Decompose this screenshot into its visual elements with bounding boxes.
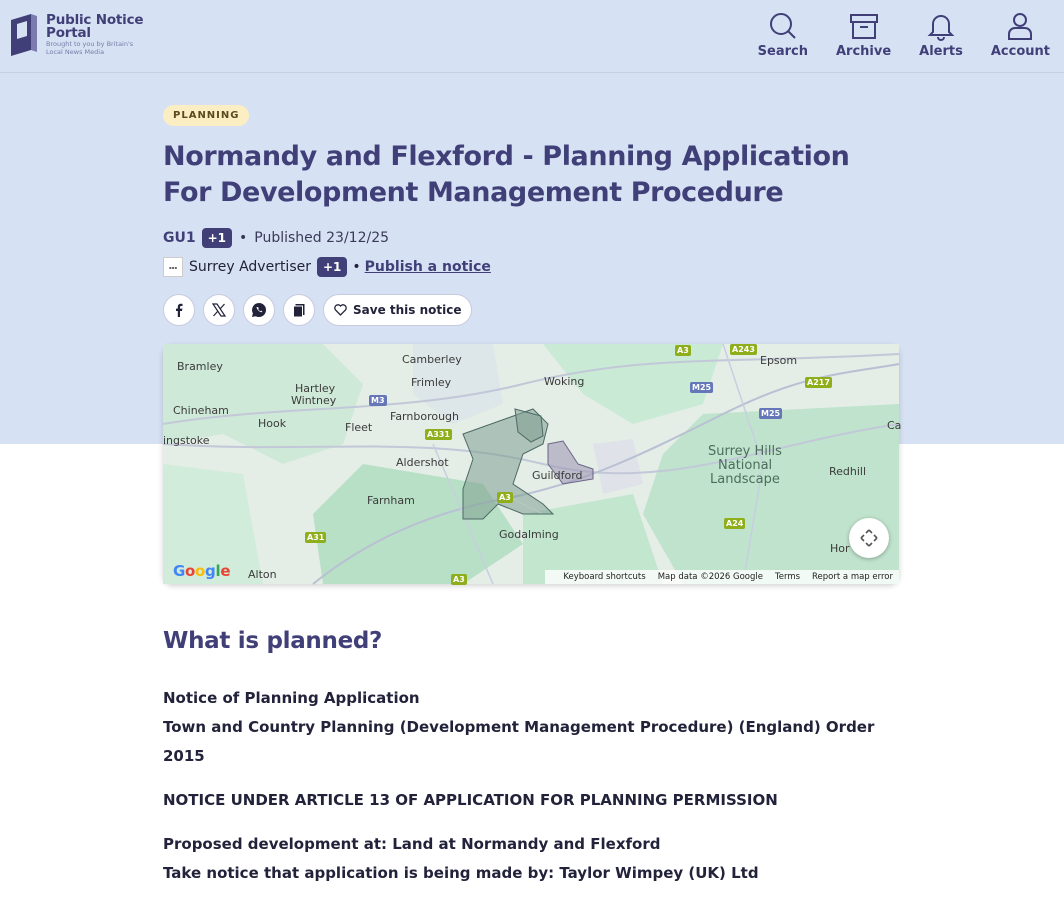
keyboard-shortcuts-link[interactable]: Keyboard shortcuts [563, 572, 646, 582]
road-m3: M3 [371, 396, 385, 405]
whatsapp-icon [251, 302, 267, 318]
map-base-tiles [163, 344, 902, 584]
map-label-godalming: Godalming [499, 528, 559, 541]
notice-header [163, 103, 899, 326]
search-icon [769, 12, 797, 40]
road-a3-top: A3 [677, 346, 689, 355]
notice-intro [163, 684, 899, 771]
main-nav [730, 12, 1050, 59]
section-heading: What is planned? [163, 628, 383, 654]
copy-link-button[interactable] [283, 294, 315, 326]
notice-line: NOTICE UNDER ARTICLE 13 OF APPLICATION FOR PLANNING PERMISSION [163, 791, 778, 809]
map-label-wintney: Wintney [291, 394, 337, 407]
page-title-line2: For Development Management Procedure [163, 177, 784, 208]
map-footer [545, 570, 899, 584]
nav-alerts[interactable] [919, 12, 963, 59]
nav-archive-label: Archive [835, 44, 892, 59]
notice-line: Proposed development at: Land at Normandy and Flexford [163, 835, 661, 853]
report-map-error-link[interactable]: Report a map error [812, 572, 893, 582]
separator-dot: • [352, 259, 361, 275]
nav-account-label: Account [990, 44, 1050, 59]
notice-line: Town and Country Planning (Development Management Procedure) (England) Order [163, 718, 875, 736]
map-label-guildford: Guildford [532, 469, 583, 482]
map-label-camberley: Camberley [402, 353, 462, 366]
page-title-line1: Normandy and Flexford - Planning Application [163, 141, 850, 172]
publisher-name: Surrey Advertiser [189, 259, 311, 275]
publish-notice-link[interactable]: Publish a notice [364, 259, 491, 275]
notice-details [163, 830, 899, 888]
map-label-woking: Woking [544, 375, 585, 388]
road-a3-bottom: A3 [453, 575, 465, 584]
facebook-icon [172, 303, 186, 317]
map-label-fleet: Fleet [345, 421, 373, 434]
category-badge: PLANNING [163, 105, 249, 126]
map-fullscreen-button[interactable] [849, 518, 889, 558]
share-facebook-button[interactable] [163, 294, 195, 326]
nav-search[interactable] [758, 12, 808, 59]
road-m25-1: M25 [692, 383, 712, 392]
map-label-surrey-hills-3: Landscape [710, 472, 780, 487]
x-twitter-icon [212, 303, 226, 317]
road-a243: A243 [732, 345, 755, 354]
nav-search-label: Search [757, 44, 808, 59]
page-title [163, 139, 899, 211]
map-label-hor: Hor [830, 542, 850, 555]
map-data-attribution: Map data ©2026 Google [657, 572, 763, 582]
map-label-farnham: Farnham [367, 494, 415, 507]
share-x-button[interactable] [203, 294, 235, 326]
save-notice-label: Save this notice [353, 303, 462, 317]
logo-subtitle-line2: Local News Media [46, 48, 105, 56]
postcode-more-badge[interactable]: +1 [202, 228, 232, 248]
fullscreen-icon [859, 528, 879, 548]
map-label-bramley: Bramley [177, 360, 223, 373]
notice-meta [163, 228, 899, 248]
map-label-surrey-hills-1: Surrey Hills [708, 444, 782, 459]
share-whatsapp-button[interactable] [243, 294, 275, 326]
map-label-aldershot: Aldershot [396, 456, 449, 469]
road-a217: A217 [807, 378, 830, 387]
map-label-hartley: Hartley [295, 382, 336, 395]
nav-account[interactable] [991, 12, 1050, 59]
nav-archive[interactable] [836, 12, 891, 59]
map-label-ca: Ca [887, 419, 902, 432]
road-a31: A31 [307, 533, 325, 542]
map-label-frimley: Frimley [411, 376, 452, 389]
publisher-more-badge[interactable]: +1 [317, 257, 347, 277]
postcode: GU1 [163, 230, 196, 246]
archive-icon [850, 12, 878, 40]
road-m25-2: M25 [761, 409, 781, 418]
separator-dot: • [239, 230, 248, 246]
logo-subtitle-line1: Brought to you by Britain's [46, 40, 134, 48]
map-label-hook: Hook [258, 417, 287, 430]
notice-line: 2015 [163, 747, 205, 765]
map-label-farnborough: Farnborough [390, 410, 460, 423]
road-a24: A24 [726, 519, 744, 528]
save-notice-button[interactable] [323, 294, 472, 326]
copy-icon [292, 303, 306, 317]
map-label-surrey-hills-2: National [718, 458, 773, 473]
road-a3-mid: A3 [499, 493, 511, 502]
logo-title-line2: Portal [46, 25, 91, 41]
map-label-epsom: Epsom [760, 354, 798, 367]
map-terms-link[interactable]: Terms [775, 572, 801, 582]
notice-line: Notice of Planning Application [163, 689, 420, 707]
notice-line: Take notice that application is being made by: Taylor Wimpey (UK) Ltd [163, 864, 759, 882]
user-icon [1006, 12, 1034, 40]
site-header [0, 0, 1064, 73]
notice-article [163, 786, 899, 815]
site-logo[interactable] [11, 14, 143, 58]
google-logo: Google [173, 562, 231, 580]
publisher-logo-icon: ▪▪▪ [163, 257, 183, 277]
map-label-ingstoke: ingstoke [163, 434, 210, 447]
map-label-chineham: Chineham [173, 404, 229, 417]
map-label-redhill: Redhill [829, 465, 867, 478]
map-label-alton: Alton [248, 568, 277, 581]
heart-icon [334, 304, 347, 316]
notice-body [163, 628, 899, 888]
bell-icon [927, 12, 955, 40]
road-a331: A331 [427, 430, 450, 439]
share-bar [163, 294, 899, 326]
logo-mark-icon [11, 14, 37, 58]
location-map[interactable] [163, 344, 902, 584]
published-date: Published 23/12/25 [254, 230, 390, 246]
logo-title-line1: Public Notice [46, 12, 144, 28]
nav-alerts-label: Alerts [919, 44, 963, 59]
publisher-row [163, 257, 899, 277]
